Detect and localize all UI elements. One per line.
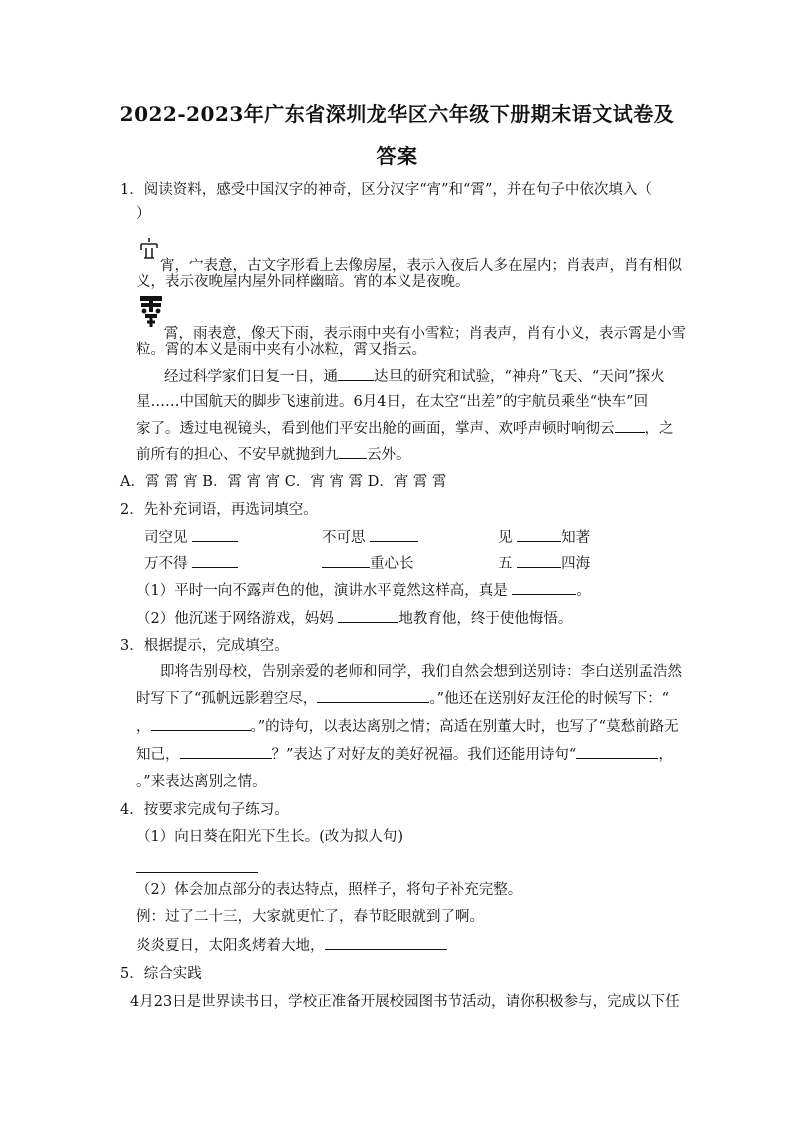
q5-line1: 4月23日是世界读书日，学校正准备开展校园图书节活动，请你积极参与，完成以下任 [130, 994, 680, 1010]
q3-blank-2[interactable] [151, 716, 251, 731]
q2-word-3-blank[interactable] [517, 527, 561, 542]
q2-word-4 [144, 553, 238, 574]
q1-blank-3[interactable] [339, 444, 367, 459]
exam-title-line1: 2022-2023年广东省深圳龙华区六年级下册期末语文试卷及 [119, 102, 675, 126]
q2-word-6-text-a: 五 [498, 556, 513, 572]
q2-stem: 2．先补充词语，再选词填空。 [120, 502, 318, 518]
q2-word-6-blank[interactable] [517, 553, 561, 568]
q3-line4-b: ？”表达了对好友的美好祝福。我们还能用诗句“ [271, 747, 577, 763]
q3-line2 [136, 688, 669, 709]
q2-word-2 [322, 527, 418, 548]
q1-passage-line4 [136, 444, 411, 465]
q4-stem: 4．按要求完成句子练习。 [120, 802, 289, 818]
q3-line2-b: 。”他还在送别好友汪伦的时候写下：“ [429, 691, 669, 707]
q2-word-6-text-b: 四海 [561, 556, 591, 572]
q4-example: 例：过了二十三，大家就更忙了，春节眨眼就到了啊。 [136, 909, 484, 925]
q4-answer-line-1[interactable] [136, 872, 258, 873]
q2-word-1 [144, 527, 238, 548]
q1-passage-line1-a: 经过科学家们日复一日，通 [164, 369, 338, 385]
q1-stem-line1: 1．阅读资料，感受中国汉字的神奇，区分汉字“宵”和“霄”，并在句子中依次填入（ [120, 182, 652, 198]
q3-line3-b: 。”的诗句，以表达离别之情；高适在别董大时，也写了“莫愁前路无 [250, 719, 679, 735]
q2-word-3-text-a: 见 [498, 530, 513, 546]
q1-passage-line3-a: 家了。透过电视镜头，看到他们平安出舱的画面，掌声、欢呼声顿时响彻云 [136, 421, 615, 437]
q1-xiao2-line1: 霄，雨表意，像天下雨，表示雨中夹有小雪粒；肖表声，肖有小义，表示霄是小雪 [164, 326, 686, 342]
q4-fill [136, 935, 447, 956]
q1-passage-line4-b: 云外。 [367, 447, 411, 463]
q1-xiao-line2: 义，表示夜晚屋内屋外同样幽暗。宵的本义是夜晚。 [136, 274, 470, 290]
q1-blank-2[interactable] [615, 418, 645, 433]
q1-stem-line2: ） [136, 206, 151, 222]
q4-fill-blank[interactable] [325, 935, 447, 950]
q3-stem: 3．根据提示，完成填空。 [120, 638, 289, 654]
q4-fill-text: 炎炎夏日，太阳炙烤着大地， [136, 938, 325, 954]
q3-blank-4[interactable] [576, 744, 658, 759]
q4-sentence-1: （1）向日葵在阳光下生长。(改为拟人句) [136, 829, 404, 845]
q2-word-6 [498, 553, 590, 574]
q3-line2-a: 时写下了“孤帆远影碧空尽， [136, 691, 318, 707]
q2-sentence-2-text-a: （2）他沉迷于网络游戏，妈妈 [136, 611, 334, 627]
ancient-xiao-character-icon [138, 236, 160, 264]
q2-word-1-text: 司空见 [144, 530, 188, 546]
q5-stem: 5．综合实践 [120, 966, 202, 982]
q3-blank-1[interactable] [317, 688, 429, 703]
q1-options[interactable]: A．霄 霄 宵 B．霄 宵 宵 C．宵 宵 霄 D．宵 霄 霄 [120, 474, 447, 490]
q2-word-3 [498, 527, 590, 548]
q2-sentence-1-text: （1）平时一向不露声色的他，演讲水平竟然这样高，真是 [136, 583, 508, 599]
q3-blank-3[interactable] [180, 744, 272, 759]
q2-word-4-blank[interactable] [192, 553, 238, 568]
q2-word-5-blank[interactable] [322, 553, 370, 568]
q2-sentence-2-blank[interactable] [338, 608, 398, 623]
q2-sentence-1-blank[interactable] [512, 580, 576, 595]
q2-word-1-blank[interactable] [192, 527, 238, 542]
q4-sentence-2: （2）体会加点部分的表达特点，照样子，将句子补充完整。 [136, 882, 523, 898]
ancient-xiao-rain-character-icon [138, 294, 164, 330]
q1-passage-line1-b: 达旦的研究和试验，“神舟”飞天、“天问”探火 [374, 369, 665, 385]
q3-line3 [136, 716, 679, 737]
q2-sentence-2 [136, 608, 572, 629]
q2-word-5-text: 重心长 [370, 556, 414, 572]
q1-passage-line4-a: 前所有的担心、不安早就抛到九 [136, 447, 339, 463]
q2-word-2-blank[interactable] [370, 527, 418, 542]
q2-word-3-text-b: 知著 [561, 530, 591, 546]
q3-line1: 即将告别母校，告别亲爱的老师和同学，我们自然会想到送别诗：李白送别孟浩然 [160, 664, 682, 680]
q3-line4-c: ， [658, 747, 673, 763]
q2-sentence-2-text-b: 地教育他，终于使他悔悟。 [398, 611, 573, 627]
q1-xiao-line1: 宵，宀表意，古文字形看上去像房屋，表示入夜后人多在屋内；肖表声，肖有相似 [160, 258, 682, 274]
q2-word-4-text: 万不得 [144, 556, 188, 572]
q2-word-2-text: 不可思 [322, 530, 366, 546]
exam-title-line2: 答案 [376, 144, 418, 168]
q3-line5: 。”来表达离别之情。 [136, 774, 267, 790]
q2-word-5 [322, 553, 414, 574]
q1-xiao2-line2: 粒。霄的本义是雨中夹有小冰粒，霄又指云。 [136, 342, 426, 358]
q2-sentence-1 [136, 580, 591, 601]
q3-line3-a: ， [136, 719, 151, 735]
q1-passage-line2: 星……中国航天的脚步飞速前进。6月4日，在太空“出差”的宇航员乘坐“快车”回 [136, 394, 649, 410]
q2-sentence-1-end: 。 [576, 583, 591, 599]
q1-passage-line3-b: ，之 [644, 421, 674, 437]
q3-line4-a: 知己， [136, 747, 180, 763]
q3-line4 [136, 744, 673, 765]
q1-passage-line1 [164, 366, 665, 387]
q1-passage-line3 [136, 418, 674, 439]
q1-blank-1[interactable] [338, 366, 374, 381]
